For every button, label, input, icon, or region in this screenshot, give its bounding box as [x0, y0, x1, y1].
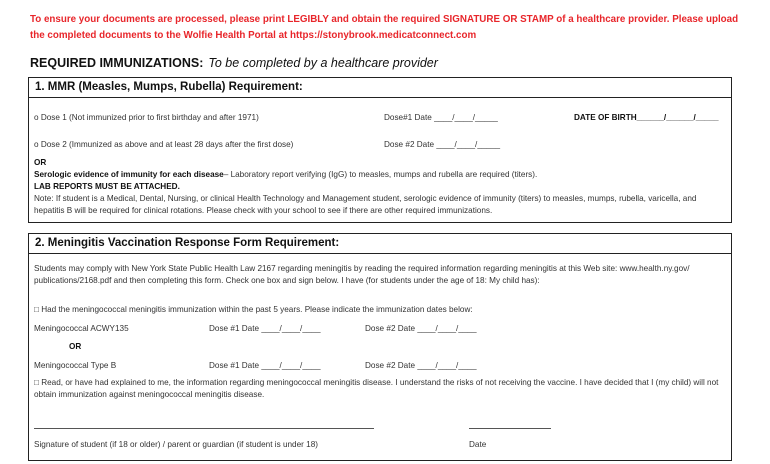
- declined-immunization-checkbox[interactable]: □ Read, or have had explained to me, the information regarding meningococcal meningitis disease. I understand the risks of not receiving the vaccine. I have decided that I (my child) will not obtain immunization against meningococcal meningitis disease.: [34, 378, 719, 399]
- mmr-section: [28, 77, 732, 223]
- mmr-dose1-checkbox[interactable]: o Dose 1 (Not immunized prior to first birthday and after 1971): [34, 113, 259, 122]
- date-of-birth-field[interactable]: DATE OF BIRTH______/______/_____: [574, 113, 719, 122]
- date-line[interactable]: [469, 428, 551, 429]
- mmr-note: Note: If student is a Medical, Dental, Nursing, or clinical Health Technology and Management student, serologic evidence of immunity (titers) to measles, mumps, rubella, varicella, and hepatitis B will be required for clinical rotations. Please check with your school to see if there are other required immunizations.: [34, 194, 697, 215]
- meningitis-or-label: OR: [69, 342, 82, 351]
- upload-notice: To ensure your documents are processed, please print LEGIBLY and obtain the required SIGNATURE OR STAMP of a healthcare provider. Please upload the completed documents to the Wolfie Health Portal at https://stonybrook.medicatconnect.com: [30, 14, 739, 41]
- meningitis-section: [28, 233, 732, 461]
- serologic-bold: Serologic evidence of immunity for each disease: [34, 170, 224, 179]
- meningitis-title: 2. Meningitis Vaccination Response Form Requirement:: [29, 234, 731, 254]
- serologic-rest: – Laboratory report verifying (IgG) to measles, mumps and rubella are required (titers).: [223, 170, 538, 179]
- mmr-or-label: OR: [34, 158, 47, 167]
- meningitis-intro: Students may comply with New York State Public Health Law 2167 regarding meningitis by reading the required information regarding meningitis at this Web site: www.health.ny.gov/ publications/2168.pdf and then completing this form. Check one box and sign below. I have (for students under the age of 18: My child has):: [34, 264, 690, 285]
- acwy-dose1-date-field[interactable]: Dose #1 Date ____/____/____: [209, 324, 321, 333]
- serologic-evidence-text: [34, 169, 537, 181]
- required-label: REQUIRED IMMUNIZATIONS:: [30, 56, 204, 70]
- typeb-dose1-date-field[interactable]: Dose #1 Date ____/____/____: [209, 361, 321, 370]
- required-immunizations-heading: [30, 56, 438, 70]
- acwy-label: Meningococcal ACWY135: [34, 324, 129, 333]
- mmr-dose2-date-field[interactable]: Dose #2 Date ____/____/_____: [384, 140, 501, 149]
- mmr-dose1-date-field[interactable]: Dose#1 Date ____/____/_____: [384, 113, 498, 122]
- signature-label: Signature of student (if 18 or older) / parent or guardian (if student is under 18): [34, 440, 318, 449]
- mmr-dose2-checkbox[interactable]: o Dose 2 (Immunized as above and at least 28 days after the first dose): [34, 140, 294, 149]
- typeb-label: Meningococcal Type B: [34, 361, 117, 370]
- date-label: Date: [469, 440, 487, 449]
- lab-reports-notice: LAB REPORTS MUST BE ATTACHED.: [34, 182, 180, 191]
- required-note: To be completed by a healthcare provider: [208, 56, 438, 70]
- signature-line[interactable]: [34, 428, 374, 429]
- typeb-dose2-date-field[interactable]: Dose #2 Date ____/____/____: [365, 361, 477, 370]
- had-immunization-checkbox[interactable]: □ Had the meningococcal meningitis immunization within the past 5 years. Please indicate the immunization dates below:: [34, 305, 473, 314]
- acwy-dose2-date-field[interactable]: Dose #2 Date ____/____/____: [365, 324, 477, 333]
- mmr-title: 1. MMR (Measles, Mumps, Rubella) Requirement:: [29, 78, 731, 98]
